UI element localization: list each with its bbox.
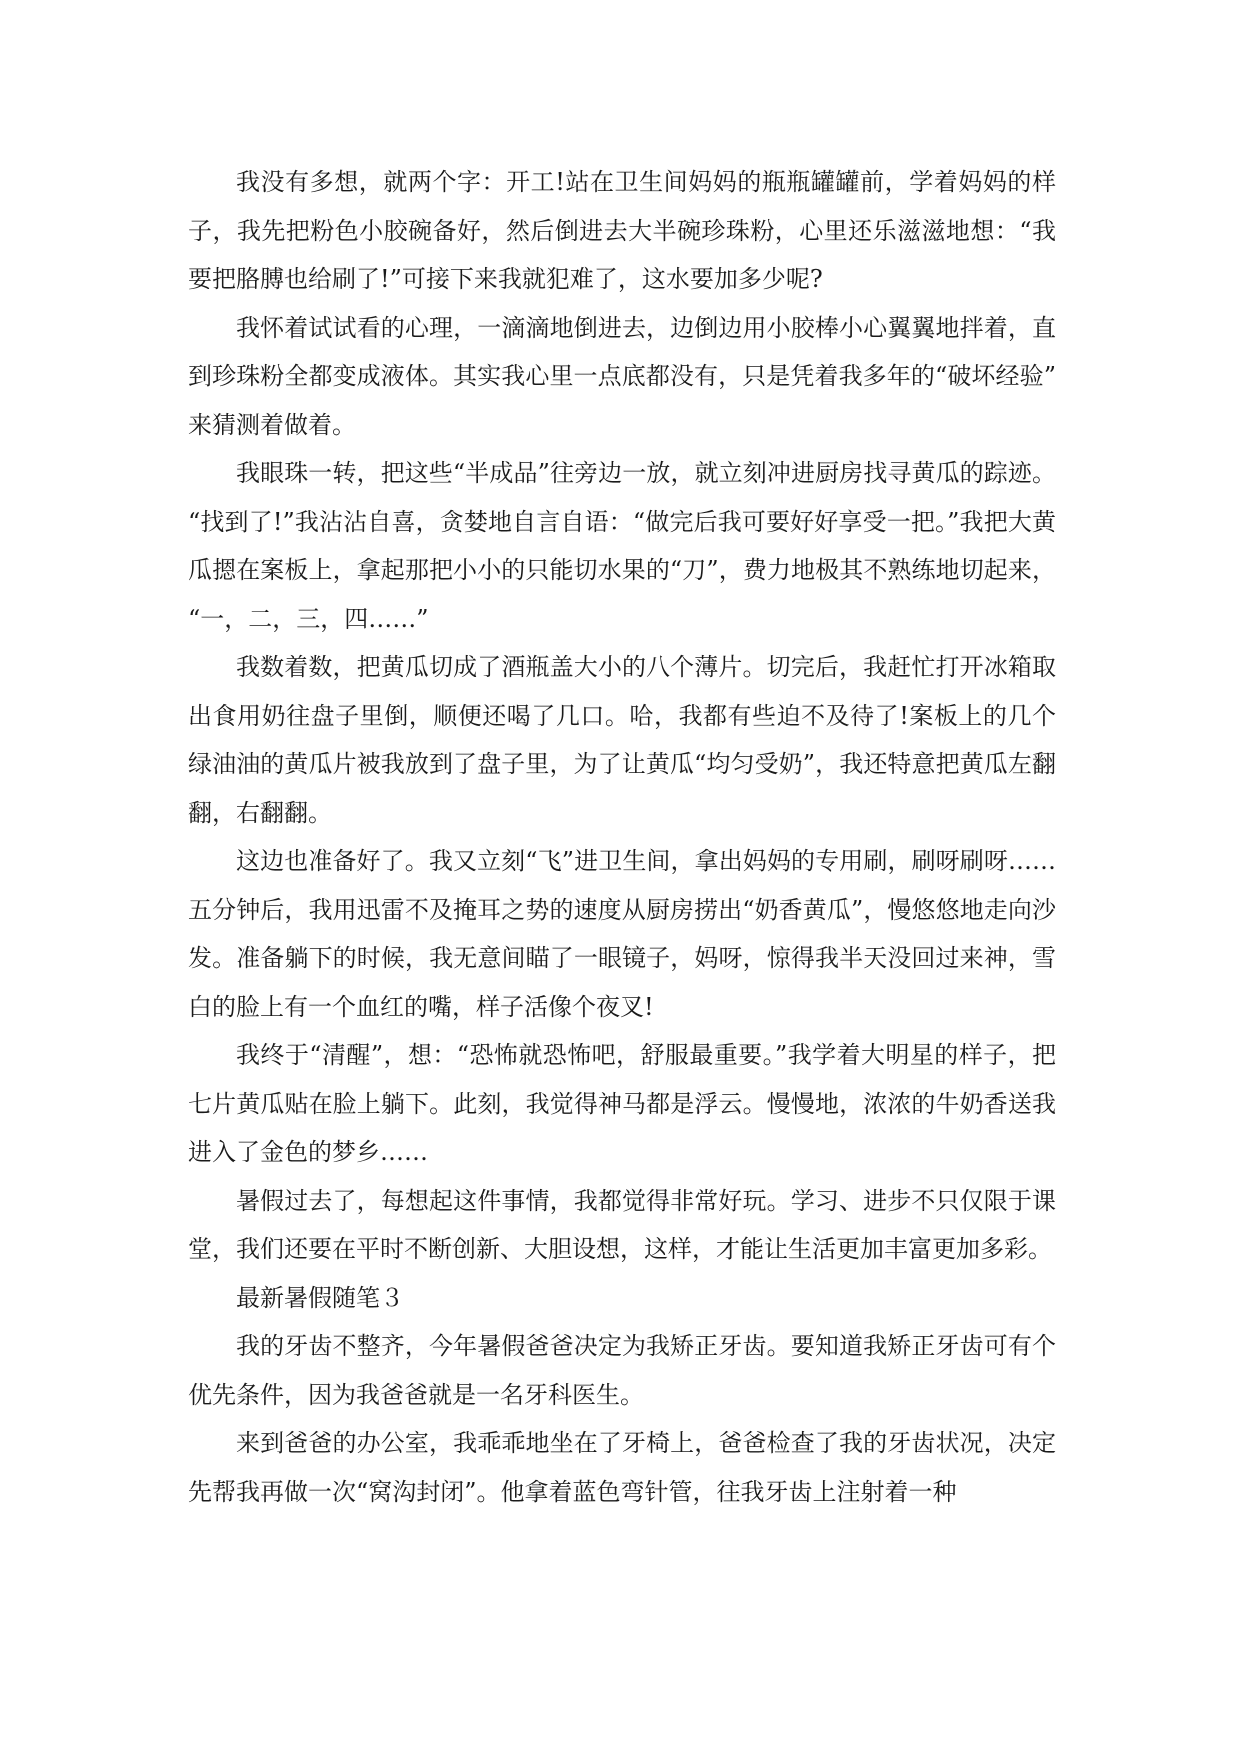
paragraph: 我的牙齿不整齐，今年暑假爸爸决定为我矫正牙齿。要知道我矫正牙齿可有个优先条件，因为我爸爸就是一名牙科医生。 [188, 1332, 1056, 1409]
paragraph: 这边也准备好了。我又立刻“飞”进卫生间，拿出妈妈的专用刷，刷呀刷呀……五分钟后，我用迅雷不及掩耳之势的速度从厨房捞出“奶香黄瓜”，慢悠悠地走向沙发。准备躺下的时候，我无意间瞄了一眼镜子，妈呀，惊得我半天没回过来神，雪白的脸上有一个血红的嘴，样子活像个夜叉! [188, 847, 1056, 1021]
paragraph: 我怀着试试看的心理，一滴滴地倒进去，边倒边用小胶棒小心翼翼地拌着，直到珍珠粉全都变成液体。其实我心里一点底都没有，只是凭着我多年的“破坏经验”来猜测着做着。 [188, 313, 1056, 439]
paragraph: 我终于“清醒”，想：“恐怖就恐怖吧，舒服最重要。”我学着大明星的样子，把七片黄瓜贴在脸上躺下。此刻，我觉得神马都是浮云。慢慢地，浓浓的牛奶香送我进入了金色的梦乡…… [188, 1041, 1056, 1166]
paragraph: 我数着数，把黄瓜切成了酒瓶盖大小的八个薄片。切完后，我赶忙打开冰箱取出食用奶往盘子里倒，顺便还喝了几口。哈，我都有些迫不及待了!案板上的几个绿油油的黄瓜片被我放到了盘子里，为了让黄瓜“均匀受奶”，我还特意把黄瓜左翻翻，右翻翻。 [188, 653, 1056, 827]
paragraph: 暑假过去了，每想起这件事情，我都觉得非常好玩。学习、进步不只仅限于课堂，我们还要在平时不断创新、大胆设想，这样，才能让生活更加丰富更加多彩。 [188, 1186, 1056, 1263]
document-body [188, 158, 1056, 1516]
section-title: 最新暑假随笔３ [236, 1283, 404, 1312]
paragraph: 来到爸爸的办公室，我乖乖地坐在了牙椅上，爸爸检查了我的牙齿状况，决定先帮我再做一次“窝沟封闭”。他拿着蓝色弯针管，往我牙齿上注射着一种 [188, 1429, 1056, 1506]
paragraph: 我没有多想，就两个字：开工!站在卫生间妈妈的瓶瓶罐罐前，学着妈妈的样子，我先把粉色小胶碗备好，然后倒进去大半碗珍珠粉，心里还乐滋滋地想：“我要把胳膊也给刷了!”可接下来我就犯难了，这水要加多少呢? [188, 168, 1056, 293]
paragraph: 我眼珠一转，把这些“半成品”往旁边一放，就立刻冲进厨房找寻黄瓜的踪迹。“找到了!”我沾沾自喜，贪婪地自言自语：“做完后我可要好好享受一把。”我把大黄瓜摁在案板上，拿起那把小小的只能切水果的“刀”，费力地极其不熟练地切起来，“一，二，三，四……” [188, 459, 1056, 633]
